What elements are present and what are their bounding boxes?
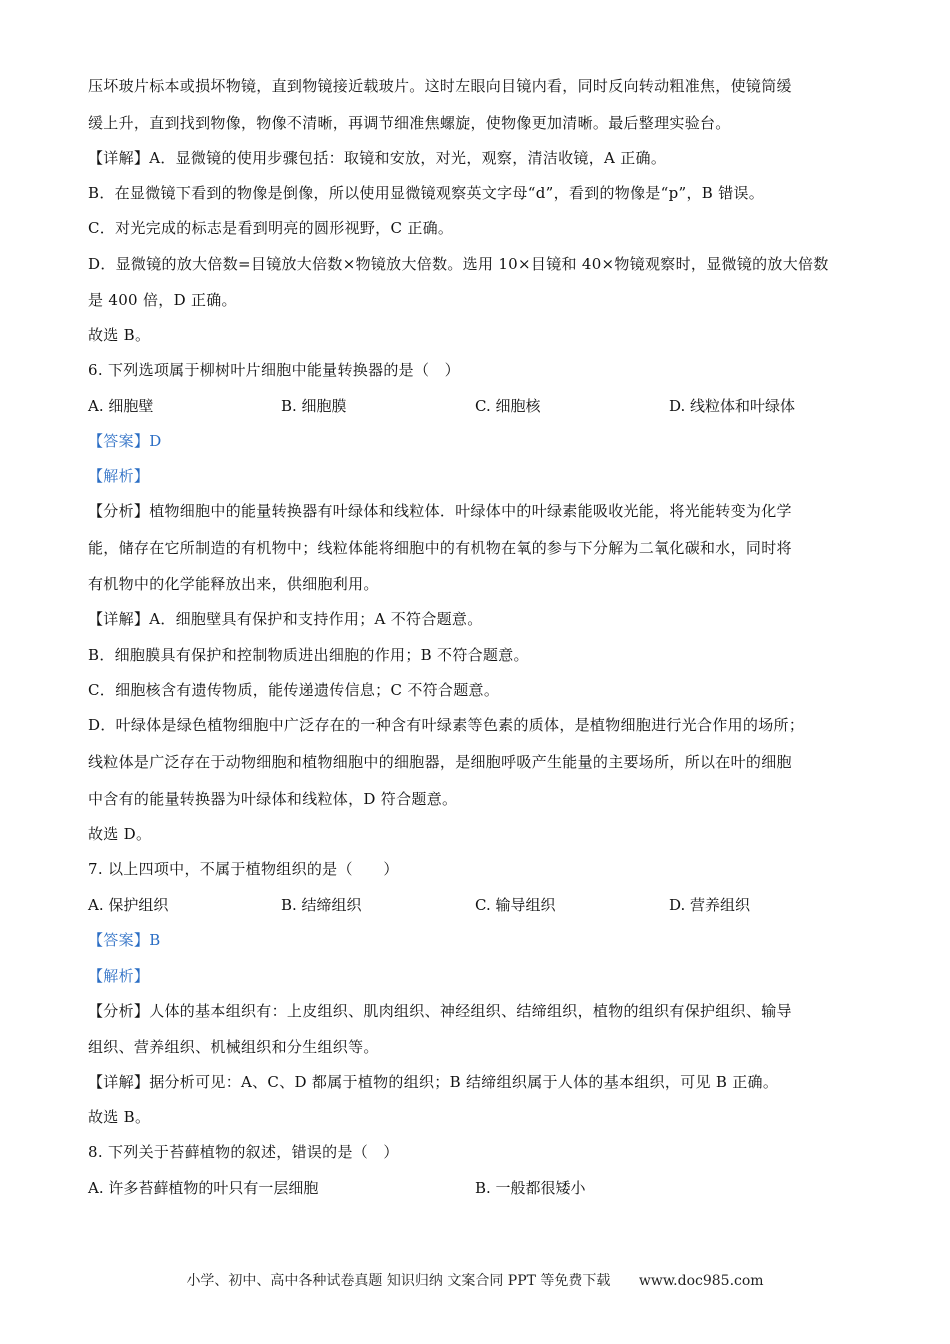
q7-option-b: B. 结缔组织 [281, 896, 362, 914]
q7-option-d: D. 营养组织 [669, 896, 751, 914]
question-7: 7. 以上四项中，不属于植物组织的是（ ） [88, 860, 399, 878]
text-line: D．叶绿体是绿色植物细胞中广泛存在的一种含有叶绿素等色素的质体，是植物细胞进行光合作用的场所； [88, 716, 805, 734]
q8-option-b: B. 一般都很矮小 [475, 1179, 586, 1197]
q6-option-b: B. 细胞膜 [281, 397, 347, 415]
q8-option-a: A. 许多苔藓植物的叶只有一层细胞 [88, 1179, 319, 1197]
text-line: D．显微镜的放大倍数=目镜放大倍数×物镜放大倍数。选用 10×目镜和 40×物镜观察时，显微镜的放大倍数 [88, 255, 829, 273]
q7-analysis-heading: 【解析】 [88, 967, 150, 985]
q7-answer: 【答案】B [88, 931, 161, 949]
text-line: C．细胞核含有遗传物质，能传递遗传信息；C 不符合题意。 [88, 681, 500, 699]
text-line: 【分析】植物细胞中的能量转换器有叶绿体和线粒体．叶绿体中的叶绿素能吸收光能，将光能转变为化学 [88, 502, 792, 520]
text-line: 【详解】A．细胞壁具有保护和支持作用；A 不符合题意。 [88, 610, 483, 628]
text-line: 【分析】人体的基本组织有：上皮组织、肌肉组织、神经组织、结缔组织，植物的组织有保护组织、输导 [88, 1002, 792, 1020]
text-line: 故选 B。 [88, 326, 151, 344]
question-8: 8. 下列关于苔藓植物的叙述，错误的是（ ） [88, 1143, 399, 1161]
page-footer [0, 1270, 950, 1290]
text-line: 缓上升，直到找到物像，物像不清晰，再调节细准焦螺旋，使物像更加清晰。最后整理实验台。 [88, 114, 731, 132]
text-line: 压坏玻片标本或损坏物镜，直到物镜接近载玻片。这时左眼向目镜内看，同时反向转动粗准焦，使镜筒缓 [88, 77, 792, 95]
text-line: 组织、营养组织、机械组织和分生组织等。 [88, 1038, 379, 1056]
footer-site-link[interactable]: www.doc985.com [638, 1273, 764, 1289]
question-6: 6. 下列选项属于柳树叶片细胞中能量转换器的是（ ） [88, 361, 460, 379]
text-line: 故选 D。 [88, 825, 152, 843]
q6-analysis-heading: 【解析】 [88, 467, 150, 485]
text-line: 能，储存在它所制造的有机物中；线粒体能将细胞中的有机物在氧的参与下分解为二氧化碳和水，同时将 [88, 539, 792, 557]
text-line: B．细胞膜具有保护和控制物质进出细胞的作用；B 不符合题意。 [88, 646, 529, 664]
text-line: 有机物中的化学能释放出来，供细胞利用。 [88, 575, 379, 593]
text-line: 故选 B。 [88, 1108, 151, 1126]
text-line: 是 400 倍，D 正确。 [88, 291, 237, 309]
footer-text: 小学、初中、高中各种试卷真题 知识归纳 文案合同 PPT 等免费下载 [186, 1273, 611, 1289]
text-line: B．在显微镜下看到的物像是倒像，所以使用显微镜观察英文字母“d”，看到的物像是“p”，B 错误。 [88, 184, 765, 202]
text-line: C．对光完成的标志是看到明亮的圆形视野，C 正确。 [88, 219, 454, 237]
text-line: 中含有的能量转换器为叶绿体和线粒体，D 符合题意。 [88, 790, 458, 808]
q6-option-a: A. 细胞壁 [88, 397, 154, 415]
q7-option-c: C. 输导组织 [475, 896, 556, 914]
q6-answer: 【答案】D [88, 432, 162, 450]
text-line: 【详解】据分析可见：A、C、D 都属于植物的组织；B 结缔组织属于人体的基本组织，可见 B 正确。 [88, 1073, 779, 1091]
text-line: 【详解】A．显微镜的使用步骤包括：取镜和安放，对光，观察，清洁收镜，A 正确。 [88, 149, 667, 167]
text-line: 线粒体是广泛存在于动物细胞和植物细胞中的细胞器，是细胞呼吸产生能量的主要场所，所以在叶的细胞 [88, 753, 792, 771]
q6-option-d: D. 线粒体和叶绿体 [669, 397, 796, 415]
q6-option-c: C. 细胞核 [475, 397, 541, 415]
q7-option-a: A. 保护组织 [88, 896, 169, 914]
